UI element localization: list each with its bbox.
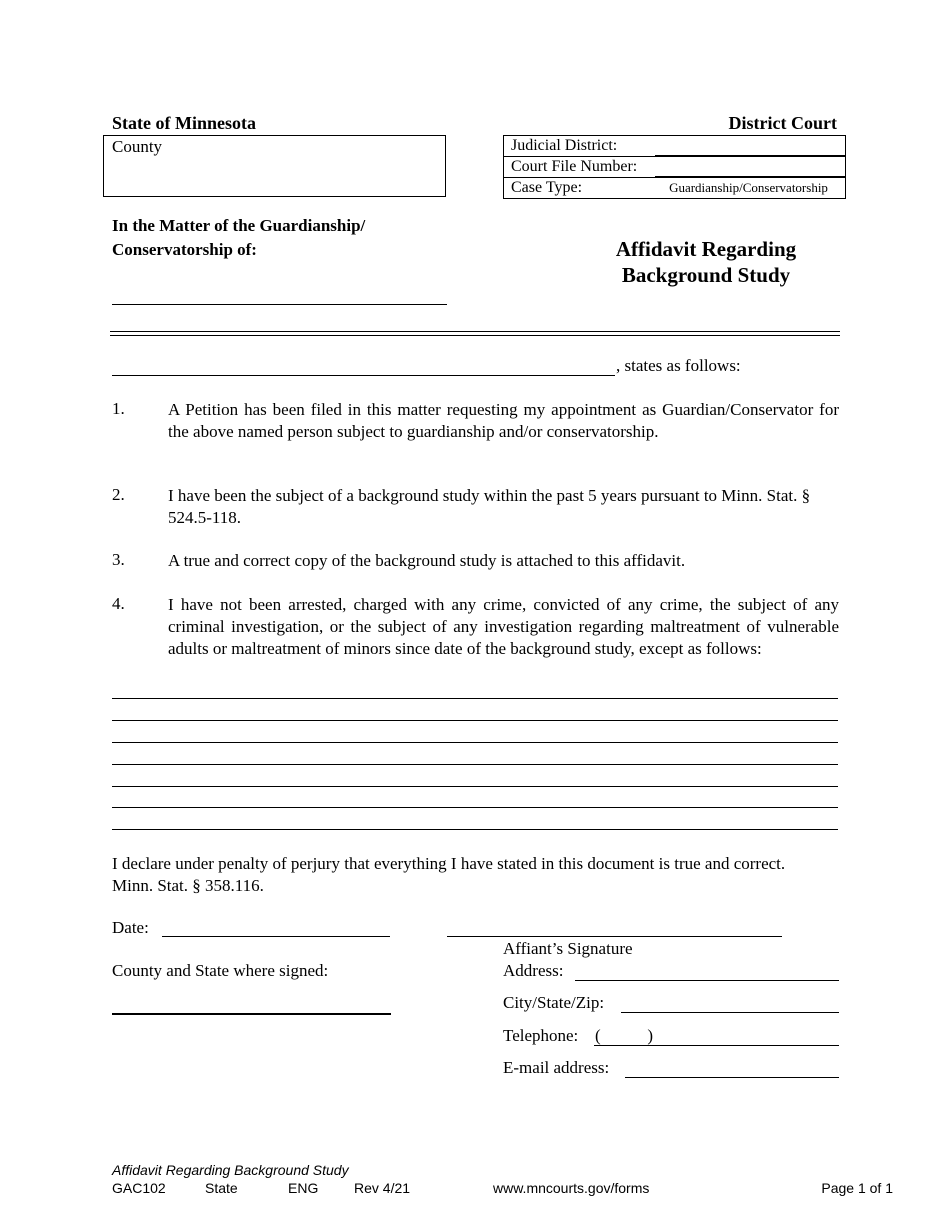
perjury-declaration: I declare under penalty of perjury that everything I have stated in this document is true and correct. Minn. Stat. § 358.116. <box>112 854 786 895</box>
case-type-label: Case Type: <box>504 178 653 199</box>
exception-line[interactable] <box>112 698 838 699</box>
case-type-row <box>504 178 846 199</box>
area-code-parens: ( ) <box>595 1026 654 1045</box>
footer-page-number: Page 1 of 1 <box>821 1180 893 1196</box>
address-field[interactable] <box>575 980 839 981</box>
exception-line[interactable] <box>112 764 838 765</box>
email-field[interactable] <box>625 1077 839 1078</box>
double-rule-divider <box>110 331 840 336</box>
item-text-4: I have not been arrested, charged with any crime, convicted of any crime, the subject of any criminal investigation, or the subject of any investigation regarding maltreatment of vulnerable adults or maltreatment of minors since date of the background study, except as follows: <box>168 595 839 658</box>
case-type-value: Guardianship/Conservatorship <box>652 178 846 199</box>
affiant-signature-label: Affiant’s Signature <box>503 939 633 958</box>
state-heading: State of Minnesota <box>112 113 256 133</box>
judicial-district-label: Judicial District: <box>504 136 653 157</box>
footer-language: ENG <box>288 1180 319 1196</box>
date-field[interactable] <box>162 936 390 937</box>
matter-caption <box>112 214 365 262</box>
date-label: Date: <box>112 918 149 937</box>
county-box[interactable] <box>103 135 446 197</box>
telephone-label: Telephone: <box>503 1026 579 1045</box>
states-as-follows-text: , states as follows: <box>616 356 741 375</box>
address-label: Address: <box>503 961 564 980</box>
item-text-1: A Petition has been filed in this matter requesting my appointment as Guardian/Conservator for the above named person subject to guardianship and/or conservatorship. <box>168 400 839 441</box>
item-text-2: I have been the subject of a background study within the past 5 years pursuant to Minn. Stat. § 524.5-118. <box>168 486 811 527</box>
county-state-field[interactable] <box>112 1013 391 1015</box>
court-file-number-field[interactable] <box>652 157 846 178</box>
matter-line-2: Conservatorship of: <box>112 240 257 259</box>
case-info-table <box>503 135 846 199</box>
telephone-field[interactable] <box>594 1045 839 1046</box>
city-state-zip-label: City/State/Zip: <box>503 993 605 1012</box>
judicial-district-row <box>504 136 846 157</box>
document-title <box>600 236 812 288</box>
exception-line[interactable] <box>112 829 838 830</box>
affiant-signature-field[interactable] <box>447 936 782 937</box>
title-line-1: Affidavit Regarding <box>615 237 797 261</box>
county-label: County <box>112 137 163 156</box>
item-number-2: 2. <box>112 485 125 504</box>
footer-form-title: Affidavit Regarding Background Study <box>112 1162 349 1178</box>
footer-scope: State <box>205 1180 238 1196</box>
city-state-zip-field[interactable] <box>621 1012 839 1013</box>
exception-line[interactable] <box>112 786 838 787</box>
affiant-name-field[interactable] <box>112 375 615 376</box>
county-state-label: County and State where signed: <box>112 961 329 980</box>
court-heading: District Court <box>728 113 837 133</box>
exception-line[interactable] <box>112 720 838 721</box>
court-file-number-row <box>504 157 846 178</box>
footer-form-code: GAC102 <box>112 1180 166 1196</box>
judicial-district-field[interactable] <box>652 136 846 157</box>
exception-line[interactable] <box>112 742 838 743</box>
exception-line[interactable] <box>112 807 838 808</box>
court-file-number-label: Court File Number: <box>504 157 653 178</box>
item-text-3: A true and correct copy of the background study is attached to this affidavit. <box>168 551 686 570</box>
matter-line-1: In the Matter of the Guardianship/ <box>112 216 366 235</box>
item-number-4: 4. <box>112 594 125 613</box>
person-name-field[interactable] <box>112 304 447 305</box>
footer-revision: Rev 4/21 <box>354 1180 411 1196</box>
title-line-2: Background Study <box>621 263 791 287</box>
item-number-1: 1. <box>112 399 125 418</box>
item-number-3: 3. <box>112 550 125 569</box>
email-label: E-mail address: <box>503 1058 610 1077</box>
footer-website-link[interactable]: www.mncourts.gov/forms <box>493 1180 650 1196</box>
